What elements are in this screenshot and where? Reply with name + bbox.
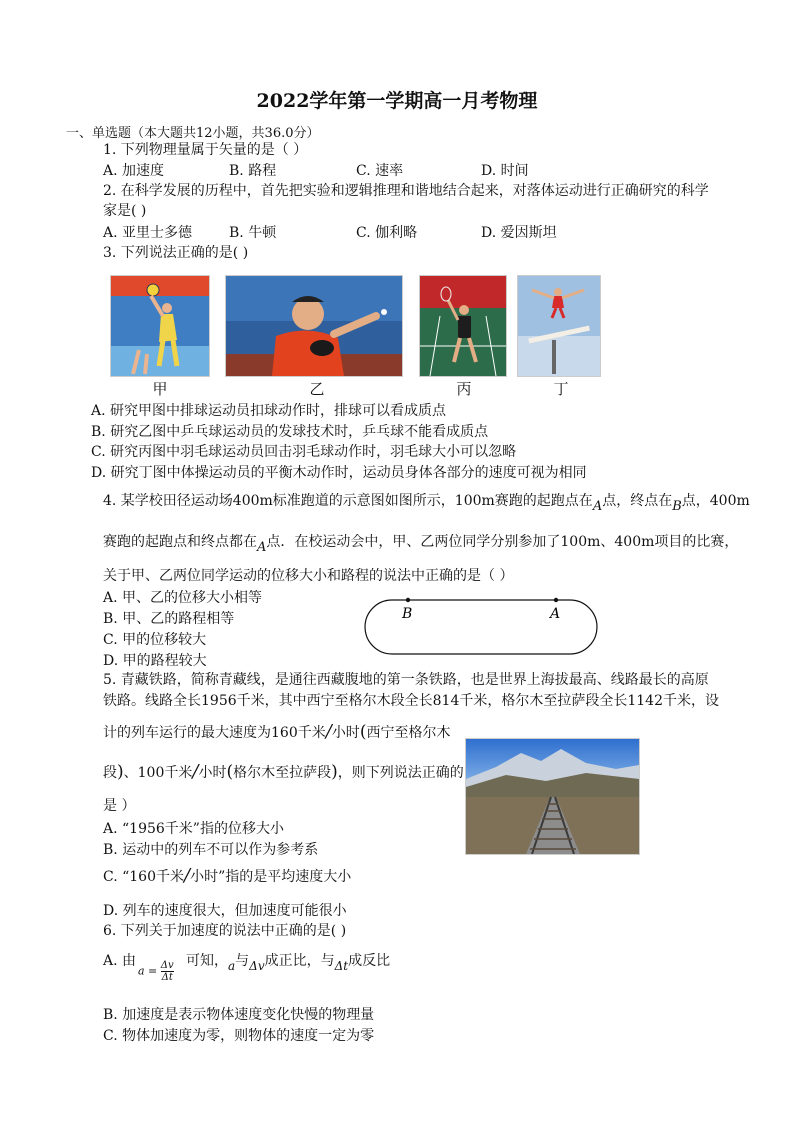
q4-line1-part3: 点，400m <box>681 493 750 509</box>
q3-option-d: D. 研究丁图中体操运动员的平衡木动作时，运动员身体各部分的速度可视为相同 <box>91 465 587 481</box>
q5-line4-paren-open: ( <box>226 762 234 782</box>
q5-line4-part4: 格尔木至拉萨段 <box>233 765 332 781</box>
point-a-dot <box>554 598 558 602</box>
q5-option-c-slash: / <box>184 865 191 886</box>
q5-option-c-part2: 小时”指的是平均速度大小 <box>190 869 352 885</box>
q5-line4-paren-close: ) <box>117 762 124 782</box>
caption-ding: 丁 <box>553 380 569 398</box>
q4-line1-part1: 4. 某学校田径运动场400m标准跑道的示意图如图所示，100m赛跑的起跑点在 <box>103 493 593 509</box>
q6-option-c: C. 物体加速度为零，则物体的速度一定为零 <box>103 1028 375 1044</box>
q5-line3-slash: / <box>325 721 332 742</box>
q6-option-a-part1: A. 由 <box>103 953 137 969</box>
q6-formula-fraction <box>161 960 174 983</box>
badminton-photo <box>419 275 507 377</box>
q6-stem: 6. 下列关于加速度的说法中正确的是( ) <box>103 923 347 939</box>
track-diagram <box>362 596 600 658</box>
q6-option-a-var-a: a <box>228 959 236 973</box>
q5-line3-part2: 小时 <box>331 725 360 741</box>
track-outline <box>365 600 597 654</box>
q5-line4-paren-close2: ) <box>331 762 338 782</box>
q6-formula-denominator: Δt <box>161 972 173 983</box>
q6-formula-numerator: Δv <box>160 960 174 971</box>
q5-line4-part2: 、100千米 <box>123 765 193 781</box>
caption-bing: 丙 <box>456 380 472 398</box>
q5-line2: 铁路。线路全长1956千米，其中西宁至格尔木段全长814千米，格尔木至拉萨段全长1142千米，设 <box>103 693 719 709</box>
q5-line3 <box>103 722 450 743</box>
q1-option-c: C. 速率 <box>356 163 404 179</box>
point-b-dot <box>406 598 410 602</box>
q2-stem-line2: 家是( ) <box>103 203 147 219</box>
q5-line3-paren: ( <box>359 722 367 742</box>
q6-option-b: B. 加速度是表示物体速度变化快慢的物理量 <box>103 1007 375 1023</box>
q5-line4-part3: 小时 <box>198 765 227 781</box>
q5-line1: 5. 青藏铁路，简称青藏线，是通往西藏腹地的第一条铁路，也是世界上海拔最高、线路最长的高原 <box>103 672 709 688</box>
point-a-label: A <box>550 606 561 622</box>
q4-line1-part2: 点，终点在 <box>602 493 673 509</box>
q6-option-a-var-dt: Δt <box>334 959 349 973</box>
table-tennis-photo <box>225 275 403 377</box>
q1-stem: 1. 下列物理量属于矢量的是（ ） <box>103 142 308 158</box>
q5-line5: 是 ） <box>103 798 136 814</box>
q5-line4 <box>103 762 464 783</box>
q5-option-d: D. 列车的速度很大，但加速度可能很小 <box>103 903 347 919</box>
q6-formula <box>138 960 174 983</box>
railway-photo <box>465 738 640 855</box>
q4-line2 <box>103 532 738 553</box>
q6-option-a-part4: 成正比，与 <box>264 953 335 969</box>
caption-jia: 甲 <box>152 380 168 398</box>
q5-line4-part1: 段 <box>103 765 117 781</box>
q3-option-a: A. 研究甲图中排球运动员扣球动作时，排球可以看成质点 <box>91 403 447 419</box>
q6-option-a-var-dv: Δv <box>249 959 265 973</box>
q5-line4-slash: / <box>192 761 199 782</box>
q5-option-b: B. 运动中的列车不可以作为参考系 <box>103 842 319 858</box>
q3-option-b: B. 研究乙图中乒乓球运动员的发球技术时，乒乓球不能看成质点 <box>91 424 489 440</box>
q6-option-a-part3: 与 <box>235 953 250 969</box>
q4-option-b: B. 甲、乙的路程相等 <box>103 611 235 627</box>
q4-line1-point-b: B <box>672 499 682 514</box>
q4-option-c: C. 甲的位移较大 <box>103 632 207 648</box>
point-b-label: B <box>402 606 413 622</box>
q1-option-d: D. 时间 <box>481 163 529 179</box>
q4-line1-point-a: A <box>592 499 603 514</box>
q4-line3: 关于甲、乙两位同学运动的位移大小和路程的说法中正确的是（ ） <box>103 568 514 584</box>
q5-line3-part3: 西宁至格尔木 <box>366 725 451 741</box>
q6-option-a-rest <box>186 950 391 973</box>
q2-option-a: A. 亚里士多德 <box>103 225 193 241</box>
q4-line2-point-a: A <box>257 540 267 555</box>
gymnastics-photo <box>517 275 601 377</box>
q3-option-c: C. 研究丙图中羽毛球运动员回击羽毛球动作时，羽毛球大小可以忽略 <box>91 444 517 460</box>
q3-stem: 3. 下列说法正确的是( ) <box>103 245 249 261</box>
q5-line3-part1: 计的列车运行的最大速度为160千米 <box>103 725 326 741</box>
q2-option-c: C. 伽利略 <box>356 225 418 241</box>
q6-option-a <box>103 950 136 970</box>
section-heading: 一、单选题（本大题共12小题，共36.0分） <box>66 126 320 141</box>
q5-line4-part5: ，则下列说法正确的 <box>337 765 464 781</box>
q5-option-a: A. “1956千米”指的位移大小 <box>103 821 284 837</box>
caption-yi: 乙 <box>309 380 325 398</box>
q4-line2-part1: 赛跑的起跑点和终点都在 <box>103 534 257 550</box>
q6-option-a-part2: 可知， <box>186 953 228 969</box>
q1-option-a: A. 加速度 <box>103 163 165 179</box>
q4-option-d: D. 甲的路程较大 <box>103 653 207 669</box>
q2-stem-line1: 2. 在科学发展的历程中，首先把实验和逻辑推理和谐地结合起来，对落体运动进行正确研究的科学 <box>103 183 709 199</box>
q4-line1 <box>103 491 750 512</box>
q4-line2-part2: 点．在校运动会中，甲、乙两位同学分别参加了100m、400m项目的比赛， <box>266 534 739 550</box>
volleyball-photo <box>110 275 210 377</box>
q6-formula-lhs: a = <box>138 964 161 978</box>
q5-option-c <box>103 865 351 886</box>
q5-option-c-part1: C. “160千米 <box>103 869 184 885</box>
q1-option-b: B. 路程 <box>229 163 277 179</box>
page-title: 2022学年第一学期高一月考物理 <box>256 90 538 112</box>
q2-option-d: D. 爱因斯坦 <box>481 225 557 241</box>
q6-option-a-part5: 成反比 <box>348 953 391 969</box>
q4-option-a: A. 甲、乙的位移大小相等 <box>103 590 263 606</box>
q2-option-b: B. 牛顿 <box>229 225 277 241</box>
